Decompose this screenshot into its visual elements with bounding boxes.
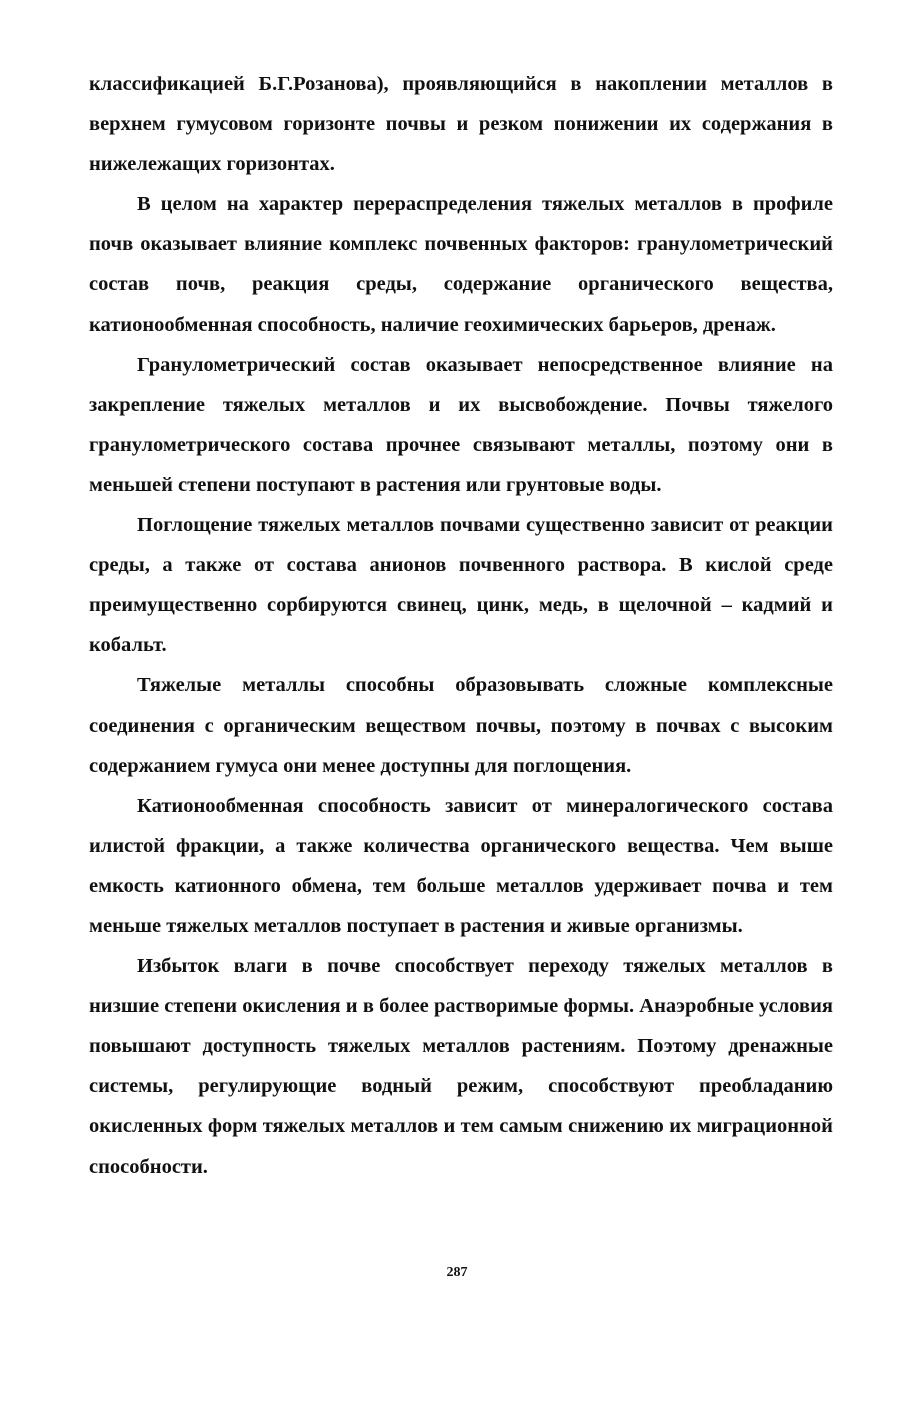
paragraph: Поглощение тяжелых металлов почвами существенно зависит от реакции среды, а также от состава анионов почвенного раствора. В кислой среде преимущественно сорбируются свинец, цинк, медь, в щелочной – кадмий и кобальт. — [89, 514, 833, 657]
paragraph: Тяжелые металлы способны образовывать сложные комплексные соединения с органическим веществом почвы, поэтому в почвах с высоким содержанием гумуса они менее доступны для поглощения. — [89, 674, 833, 777]
paragraph: В целом на характер перераспределения тяжелых металлов в профиле почв оказывает влияние комплекс почвенных факторов: гранулометрический состав почв, реакция среды, содержание органического вещества, катионообменная способность, наличие геохимических барьеров, дренаж. — [89, 193, 833, 336]
body-text — [89, 64, 833, 1187]
page-number: 287 — [446, 1265, 468, 1280]
paragraph-continuation: классификацией Б.Г.Розанова), проявляющийся в накоплении металлов в верхнем гумусовом горизонте почвы и резком понижении их содержания в нижележащих горизонтах. — [89, 73, 833, 176]
paragraph: Избыток влаги в почве способствует переходу тяжелых металлов в низшие степени окисления и в более растворимые формы. Анаэробные условия повышают доступность тяжелых металлов растениям. Поэтому дренажные системы, регулирующие водный режим, способствуют преобладанию окисленных форм тяжелых металлов и тем самым снижению их миграционной способности. — [89, 955, 833, 1178]
paragraph: Гранулометрический состав оказывает непосредственное влияние на закрепление тяжелых металлов и их высвобождение. Почвы тяжелого гранулометрического состава прочнее связывают металлы, поэтому они в меньшей степени поступают в растения или грунтовые воды. — [89, 353, 833, 496]
paragraph: Катионообменная способность зависит от минералогического состава илистой фракции, а также количества органического вещества. Чем выше емкость катионного обмена, тем больше металлов удерживает почва и тем меньше тяжелых металлов поступает в растения и живые организмы. — [89, 794, 833, 937]
